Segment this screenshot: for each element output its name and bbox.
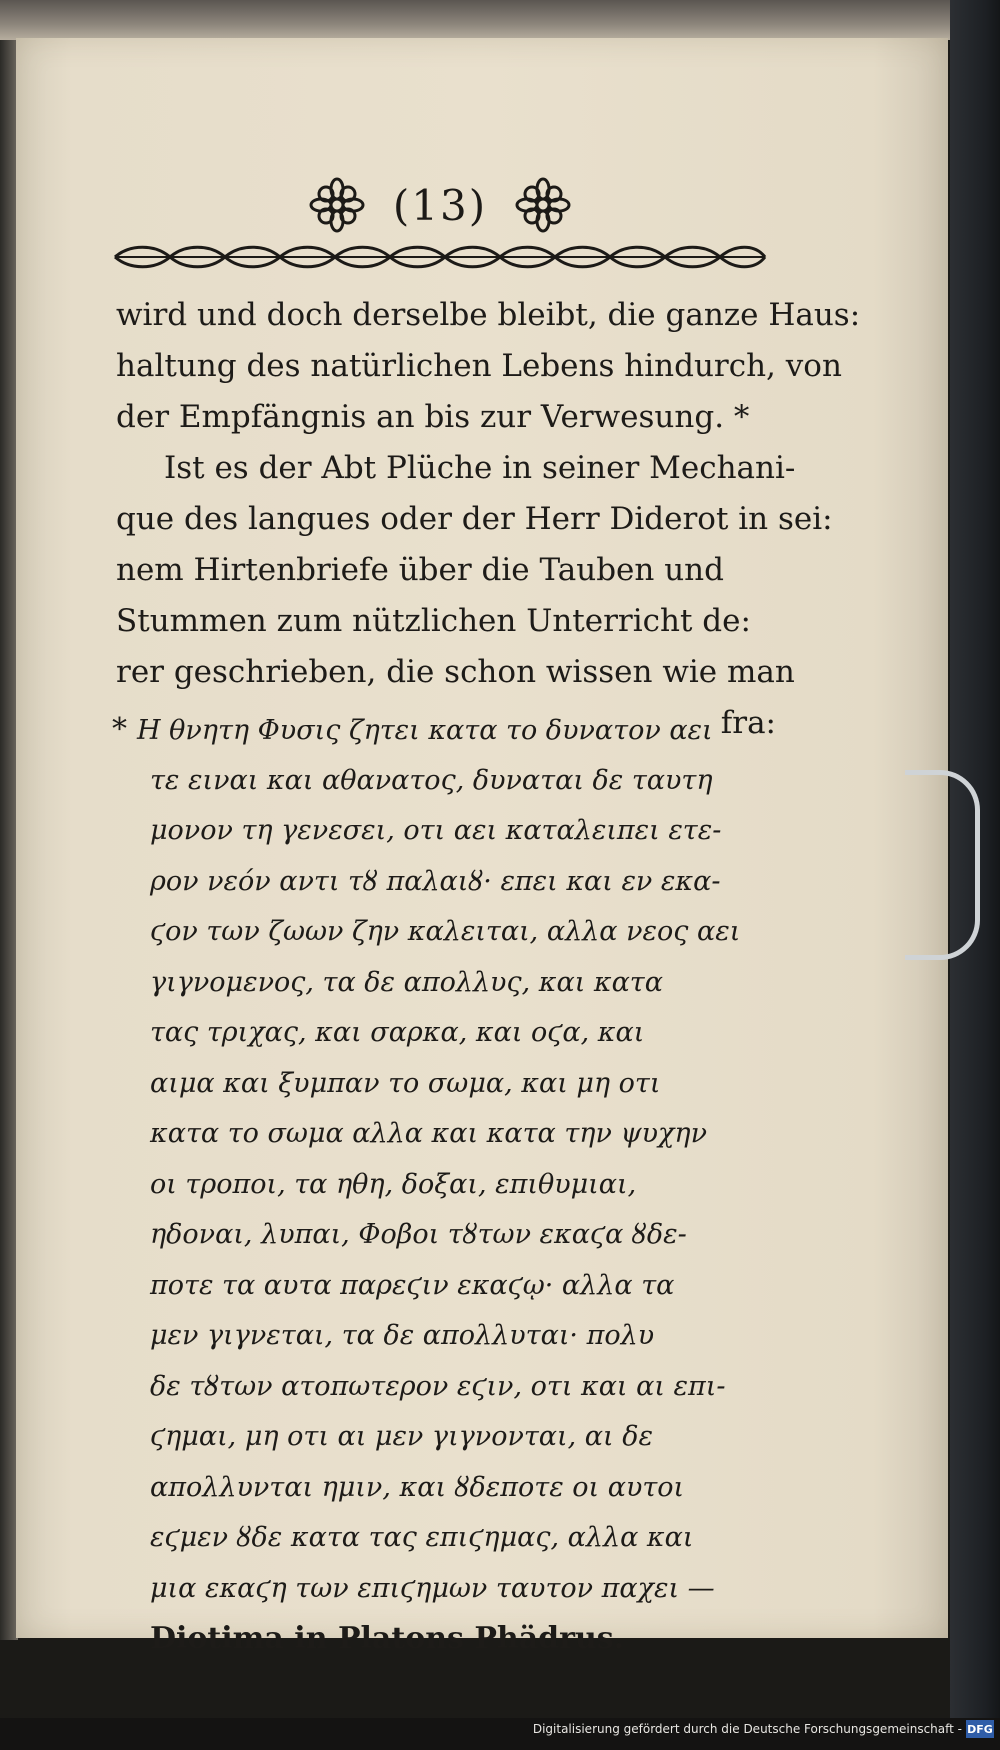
footnote-line: ηδοναι, λυπαι, Φοβοι τȣτων εκαϛα ȣδε- (150, 1219, 687, 1250)
footnote-line: εϛμεν ȣδε κατα τας επιϛημας, αλλα και (150, 1522, 694, 1553)
text-line: Stummen zum nützlichen Unterricht de: (116, 603, 751, 639)
text-line: Ist es der Abt Plüche in seiner Mechani- (164, 450, 796, 486)
footnote-line: ρον νεόν αντι τȣ παλαιȣ· επει και εν εκα- (150, 865, 721, 897)
footnote-line: τας τριχας, και σαρκα, και οϛα, και (150, 1017, 645, 1048)
footnote (112, 705, 782, 1665)
footnote-attribution: Diotima in Platons Phädrus. (150, 1621, 625, 1656)
text-line: wird und doch derselbe bleibt, die ganze Haus: (116, 297, 861, 333)
footnote-line: Η θνητη Φυσις ζητει κατα το δυνατον αει (137, 715, 713, 746)
page-number: (13) (392, 180, 488, 230)
text-line: rer geschrieben, die schon wissen wie man (116, 654, 795, 690)
footnote-line: γιγνομενος, τα δε απολλυς, και κατα (150, 966, 663, 998)
footnote-line: δε τȣτων ατοπωτερον εϛιν, οτι και αι επι- (150, 1370, 726, 1402)
text-line: haltung des natürlichen Lebens hindurch, von (116, 348, 842, 384)
catchword: fra: (720, 705, 776, 741)
main-text (116, 290, 861, 749)
book-top-edge (0, 0, 960, 40)
footnote-line: ϛημαι, μη οτι αι μεν γιγνονται, αι δε (150, 1421, 653, 1452)
text-line: der Empfängnis an bis zur Verwesung. * (116, 399, 750, 435)
ornamental-rule (110, 240, 770, 274)
footnote-line: μεν γιγνεται, τα δε απολλυται· πολυ (150, 1320, 655, 1351)
footnote-line: ποτε τα αυτα παρεϛιν εκαϛῳ· αλλα τα (150, 1269, 675, 1301)
page-clip (905, 770, 980, 960)
footnote-line: οι τροποι, τα ηθη, δοξαι, επιθυμιαι, (150, 1168, 637, 1200)
footnote-line: ϛον των ζωων ζην καλειται, αλλα νεος αει (150, 916, 741, 947)
footnote-line: κατα το σωμα αλλα και κατα την ψυχην (150, 1118, 707, 1149)
page-header (280, 170, 600, 240)
rosette-ornament-icon (309, 177, 365, 233)
text-line: nem Hirtenbriefe über die Tauben und (116, 552, 724, 588)
digitization-credit: Digitalisierung gefördert durch die Deutsche Forschungsgemeinschaft - (532, 1722, 962, 1736)
text-line: que des langues oder der Herr Diderot in sei: (116, 501, 833, 537)
dfg-logo: DFG (966, 1720, 994, 1738)
footnote-marker: * (112, 712, 127, 747)
footnote-line: αιμα και ξυμπαν το σωμα, και μη οτι (150, 1067, 661, 1099)
footnote-line: τε ειναι και αθανατος, δυναται δε ταυτη (150, 764, 713, 796)
footnote-line: απολλυνται ημιν, και ȣδεποτε οι αυτοι (150, 1471, 685, 1503)
rosette-ornament-icon (515, 177, 571, 233)
footnote-line: μονον τη γενεσει, οτι αει καταλειπει ετε- (150, 815, 722, 846)
footnote-line: μια εκαϛη των επιϛημων ταυτον παχει — (150, 1572, 715, 1604)
